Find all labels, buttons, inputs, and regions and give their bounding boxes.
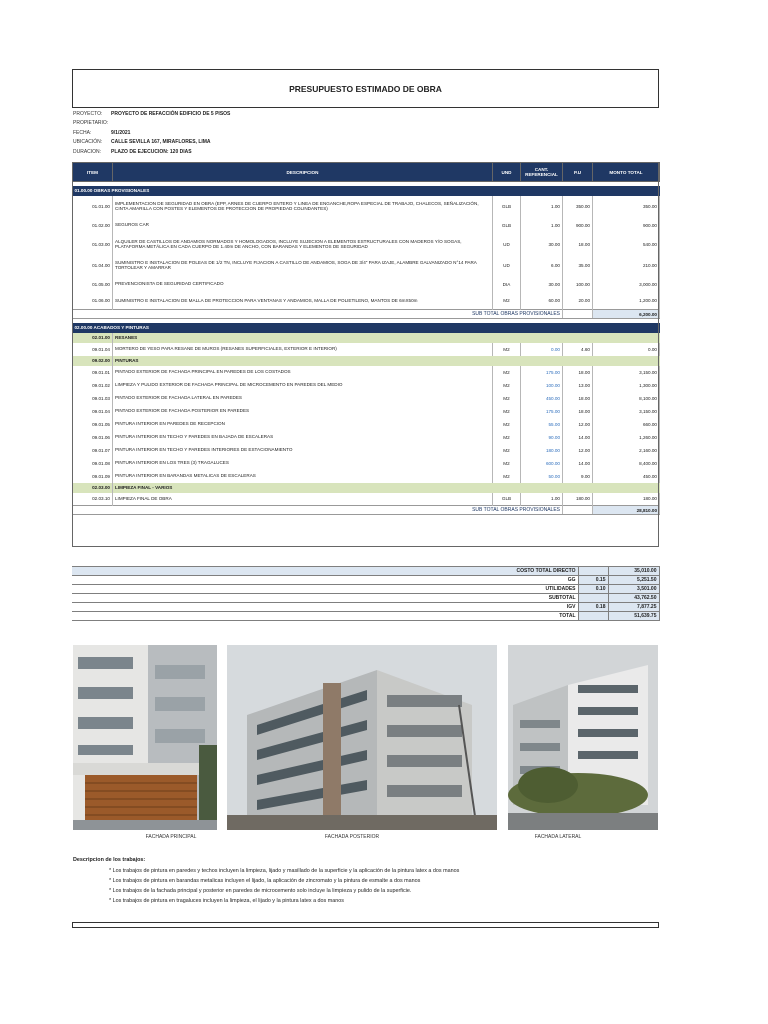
section-name: OBRAS PROVISIONALES bbox=[93, 188, 150, 193]
section-code: 01.00.00 bbox=[74, 188, 93, 193]
cell-total: 8,100.00 bbox=[593, 392, 660, 405]
meta-row-fecha bbox=[73, 128, 473, 138]
cell-total: 450.00 bbox=[593, 470, 660, 483]
cell-desc: SUMINISTRO E INSTALACION DE MALLA DE PROTECCION PARA VENTANAS Y ANDAMIOS, MALLA DE POLIETILENO, MANTOS DE 6mX50m bbox=[113, 293, 493, 310]
subsection-code: 02.01.00 bbox=[73, 333, 113, 343]
cell-und: M2 bbox=[493, 470, 521, 483]
cell-total: 350.00 bbox=[593, 196, 660, 217]
col-header-cant: CANT. REFERENCIAL bbox=[521, 163, 563, 182]
summary-label: SUBTOTAL bbox=[72, 594, 578, 603]
cell-total: 3,150.00 bbox=[593, 405, 660, 418]
cell-cant: 175.00 bbox=[521, 405, 563, 418]
subtotal-spacer bbox=[563, 310, 593, 319]
summary-row bbox=[72, 576, 659, 585]
cell-desc: PREVENCIONISTA DE SEGURIDAD CERTIFICADO bbox=[113, 276, 493, 293]
summary-row bbox=[72, 603, 659, 612]
table-row bbox=[73, 418, 660, 431]
cell-und: M2 bbox=[493, 343, 521, 356]
cell-desc: PINTURA INTERIOR EN LOS TRES (3) TRAGALUCES bbox=[113, 457, 493, 470]
table-row bbox=[73, 470, 660, 483]
section-name: ACABADOS Y PINTURAS bbox=[93, 325, 149, 330]
cell-cant: 50.00 bbox=[521, 470, 563, 483]
meta-value: 9/1/2021 bbox=[111, 129, 131, 136]
cell-desc: LIMPIEZA Y PULIDO EXTERIOR DE FACHADA PRINCIPAL DE MICROCEMENTO EN PAREDES DEL MEDIO bbox=[113, 379, 493, 392]
cell-desc: PINTADO EXTERIOR DE FACHADA LATERAL EN PAREDES bbox=[113, 392, 493, 405]
table-row bbox=[73, 392, 660, 405]
summary-label: UTILIDADES bbox=[72, 585, 578, 594]
title-text: PRESUPUESTO ESTIMADO DE OBRA bbox=[289, 83, 442, 94]
building-side-illustration bbox=[508, 645, 658, 830]
caption-fachada-principal: FACHADA PRINCIPAL bbox=[145, 834, 197, 840]
cell-pu: 20.00 bbox=[563, 293, 593, 310]
note-item: * Los trabajos de pintura en paredes y techos incluyen la limpieza, lijado y masillado de la superficie y la aplicación de la pintura latex a dos manos bbox=[109, 868, 460, 874]
table-row bbox=[73, 405, 660, 418]
cell-total: 210.00 bbox=[593, 255, 660, 276]
cell-code: 01.06.00 bbox=[73, 293, 113, 310]
table-row bbox=[73, 444, 660, 457]
cell-pu: 180.00 bbox=[563, 493, 593, 506]
summary-value: 35,010.00 bbox=[608, 567, 659, 576]
caption-fachada-posterior: FACHADA POSTERIOR bbox=[324, 834, 380, 840]
cell-pu: 100.00 bbox=[563, 276, 593, 293]
cell-pu: 12.00 bbox=[563, 444, 593, 457]
cell-pu: 18.00 bbox=[563, 366, 593, 379]
subtotal-spacer bbox=[563, 506, 593, 515]
meta-row-propietario bbox=[73, 119, 473, 129]
note-item: * Los trabajos de la fachada principal y posterior en paredes de microcemento solo incluye la limpieza y pulido de la superficie. bbox=[109, 888, 412, 894]
cell-cant: 1.00 bbox=[521, 196, 563, 217]
summary-label: TOTAL bbox=[72, 612, 578, 621]
cell-total: 1,300.00 bbox=[593, 379, 660, 392]
table-header-row bbox=[73, 163, 660, 182]
notes-title: Descripcion de los trabajos: bbox=[73, 857, 146, 863]
summary-label: IGV bbox=[72, 603, 578, 612]
section-row bbox=[73, 186, 660, 196]
cell-desc: PINTADO EXTERIOR DE FACHADA PRINCIPAL EN PAREDES DE LOS COSTADOS bbox=[113, 366, 493, 379]
cell-total: 180.00 bbox=[593, 493, 660, 506]
cell-code: 09.01.05 bbox=[73, 418, 113, 431]
cell-pu: 18.00 bbox=[563, 405, 593, 418]
cell-und: M2 bbox=[493, 457, 521, 470]
cell-cant: 90.00 bbox=[521, 431, 563, 444]
cell-und: M2 bbox=[493, 444, 521, 457]
project-metadata bbox=[73, 109, 473, 157]
table-row bbox=[73, 255, 660, 276]
cell-code: 09.01.03 bbox=[73, 392, 113, 405]
summary-row bbox=[72, 612, 659, 621]
cell-total: 900.00 bbox=[593, 217, 660, 234]
subsection-name: PINTURAS bbox=[113, 356, 660, 366]
summary-pct: 0.18 bbox=[578, 603, 608, 612]
summary-value: 51,639.75 bbox=[608, 612, 659, 621]
cell-pu: 13.00 bbox=[563, 379, 593, 392]
cell-cant: 6.00 bbox=[521, 255, 563, 276]
cell-cant: 30.00 bbox=[521, 234, 563, 255]
section-row bbox=[73, 323, 660, 333]
summary-table bbox=[72, 566, 660, 621]
meta-value: PROYECTO DE REFACCIÓN EDIFICIO DE 5 PISOS bbox=[111, 110, 231, 117]
meta-label: DURACION: bbox=[73, 148, 102, 155]
cell-pu: 9.00 bbox=[563, 470, 593, 483]
document-title bbox=[72, 69, 659, 108]
cell-desc: PINTURA INTERIOR EN BARANDAS METALICAS DE ESCALERAS bbox=[113, 470, 493, 483]
table-row bbox=[73, 457, 660, 470]
cell-desc: MORTERO DE YESO PARA RESANE DE MUROS (RESANES SUPERFICIALES, EXTERIOR E INTERIOR) bbox=[113, 343, 493, 356]
cell-und: GLB bbox=[493, 217, 521, 234]
meta-row-duracion bbox=[73, 147, 473, 157]
subsection-row bbox=[73, 483, 660, 493]
summary-pct bbox=[578, 612, 608, 621]
cell-und: M2 bbox=[493, 392, 521, 405]
table-row bbox=[73, 293, 660, 310]
summary-value: 7,877.25 bbox=[608, 603, 659, 612]
cell-code: 01.01.00 bbox=[73, 196, 113, 217]
cell-code: 01.02.00 bbox=[73, 217, 113, 234]
cell-desc: PINTURA INTERIOR EN TECHO Y PAREDES EN BAJADA DE ESCALERAS bbox=[113, 431, 493, 444]
cell-cant: 1.00 bbox=[521, 217, 563, 234]
subtotal-row bbox=[73, 310, 660, 319]
cell-und: M2 bbox=[493, 431, 521, 444]
cell-total: 0.00 bbox=[593, 343, 660, 356]
cell-total: 3,000.00 bbox=[593, 276, 660, 293]
caption-fachada-lateral: FACHADA LATERAL bbox=[534, 834, 582, 840]
meta-label: PROPIETARIO: bbox=[73, 120, 109, 127]
section-code: 02.00.00 bbox=[74, 325, 93, 330]
table-row bbox=[73, 217, 660, 234]
cell-desc: PINTADO EXTERIOR DE FACHADA POSTERIOR EN PAREDES bbox=[113, 405, 493, 418]
subsection-code: 02.03.00 bbox=[73, 483, 113, 493]
cell-desc: LIMPIEZA FINAL DE OBRA bbox=[113, 493, 493, 506]
cell-cant: 450.00 bbox=[521, 392, 563, 405]
cell-cant: 55.00 bbox=[521, 418, 563, 431]
meta-row-proyecto bbox=[73, 109, 473, 119]
cell-total: 2,160.00 bbox=[593, 444, 660, 457]
summary-label: GG bbox=[72, 576, 578, 585]
subtotal-value: 6,200.00 bbox=[593, 310, 660, 319]
subsection-row bbox=[73, 356, 660, 366]
cell-und: M2 bbox=[493, 405, 521, 418]
col-header-item: ITEM bbox=[73, 163, 113, 182]
summary-value: 3,501.00 bbox=[608, 585, 659, 594]
summary-pct bbox=[578, 567, 608, 576]
cell-pu: 12.00 bbox=[563, 418, 593, 431]
table-row bbox=[73, 276, 660, 293]
cell-und: M2 bbox=[493, 293, 521, 310]
meta-label: UBICACIÓN: bbox=[73, 139, 103, 146]
summary-value: 5,251.50 bbox=[608, 576, 659, 585]
table-row bbox=[73, 343, 660, 356]
cell-code: 09.01.04 bbox=[73, 405, 113, 418]
table-row bbox=[73, 493, 660, 506]
subtotal-value: 28,810.00 bbox=[593, 506, 660, 515]
cell-total: 660.00 bbox=[593, 418, 660, 431]
cell-total: 540.00 bbox=[593, 234, 660, 255]
cell-code: 09.01.07 bbox=[73, 444, 113, 457]
cell-pu: 350.00 bbox=[563, 196, 593, 217]
cell-und: GLB bbox=[493, 196, 521, 217]
summary-value: 43,762.50 bbox=[608, 594, 659, 603]
cell-cant: 600.00 bbox=[521, 457, 563, 470]
cell-cant: 175.00 bbox=[521, 366, 563, 379]
cell-code: 01.05.00 bbox=[73, 276, 113, 293]
cell-pu: 4.60 bbox=[563, 343, 593, 356]
meta-label: PROYECTO: bbox=[73, 110, 103, 117]
cell-desc: SEGUROS CAR bbox=[113, 217, 493, 234]
col-header-und: UND bbox=[493, 163, 521, 182]
photo-fachada-lateral bbox=[508, 645, 658, 830]
cell-pu: 14.00 bbox=[563, 457, 593, 470]
cell-total: 3,150.00 bbox=[593, 366, 660, 379]
cell-und: DIA bbox=[493, 276, 521, 293]
table-row bbox=[73, 196, 660, 217]
summary-pct: 0.10 bbox=[578, 585, 608, 594]
cell-cant: 30.00 bbox=[521, 276, 563, 293]
summary-row bbox=[72, 594, 659, 603]
cell-pu: 900.00 bbox=[563, 217, 593, 234]
work-notes bbox=[73, 857, 663, 906]
subsection-name: LIMPIEZA FINAL - VARIOS bbox=[113, 483, 660, 493]
summary-pct: 0.15 bbox=[578, 576, 608, 585]
cell-cant: 1.00 bbox=[521, 493, 563, 506]
table-row bbox=[73, 234, 660, 255]
note-item: * Los trabajos de pintura en barandas metalicas incluyen el lijado, la aplicación de zincromato y la pintura de esmalte a dos manos bbox=[109, 878, 421, 884]
meta-label: FECHA: bbox=[73, 129, 92, 136]
table-row bbox=[73, 366, 660, 379]
cell-desc: SUMINISTRO E INSTALACION DE POLEAS DE 1/2 TN, INCLUYE FIJACION A CASTILLO DE ANDAMIOS, SOGA DE 3/4" PARA IZAJE, ALAMBRE GALVANIZADO N°14 PARA TORTOLEAR Y AMARRAR bbox=[113, 255, 493, 276]
footer-bar bbox=[72, 922, 659, 928]
table-row bbox=[73, 379, 660, 392]
cell-code: 01.04.00 bbox=[73, 255, 113, 276]
cell-und: M2 bbox=[493, 379, 521, 392]
cell-und: M2 bbox=[493, 418, 521, 431]
summary-label: COSTO TOTAL DIRECTO bbox=[72, 567, 578, 576]
cell-desc: ALQUILER DE CASTILLOS DE ANDAMIOS NORMADOS Y HOMOLOGADOS, INCLUYE SUJECION A ELEMENTOS ESTRUCTURALES CON MADEROS Y/O SOGAS, PLATAFORMA METÁLICA EN CADA CUERPO DE 1.40m DE ANCHO, CON BARANDAS Y ELEMENTOS DE SEGURIDAD bbox=[113, 234, 493, 255]
summary-row bbox=[72, 585, 659, 594]
cell-pu: 18.00 bbox=[563, 234, 593, 255]
table-row bbox=[73, 431, 660, 444]
cell-pu: 18.00 bbox=[563, 392, 593, 405]
cell-desc: IMPLEMENTACION DE SEGURIDAD EN OBRA (EPP, ARNES DE CUERPO ENTERO Y LINEA DE ENGANCHE,ROPA ESPECIAL DE TRABAJO, CHALECOS, SEÑALIZACIÓN, CINTA AMARILLA CON POSTES Y ELEMENTOS DE PROTECCION DE PROPIEDAD COLINDANTES) bbox=[113, 196, 493, 217]
subtotal-label: SUB TOTAL OBRAS PROVISIONALES bbox=[73, 506, 563, 515]
subsection-code: 09.02.00 bbox=[73, 356, 113, 366]
cell-code: 09.01.04 bbox=[73, 343, 113, 356]
cell-und: GLB bbox=[493, 493, 521, 506]
col-header-desc: DESCRIPCION bbox=[113, 163, 493, 182]
subtotal-label: SUB TOTAL OBRAS PROVISIONALES bbox=[73, 310, 563, 319]
cell-und: UD bbox=[493, 255, 521, 276]
cell-und: UD bbox=[493, 234, 521, 255]
cell-code: 09.01.01 bbox=[73, 366, 113, 379]
note-item: * Los trabajos de pintura en tragaluces incluyen la limpieza, el lijado y la pintura latex a dos manos bbox=[109, 898, 344, 904]
cell-pu: 35.00 bbox=[563, 255, 593, 276]
cell-code: 09.01.02 bbox=[73, 379, 113, 392]
cell-total: 1,200.00 bbox=[593, 293, 660, 310]
cell-pu: 14.00 bbox=[563, 431, 593, 444]
cell-total: 1,260.00 bbox=[593, 431, 660, 444]
summary-row bbox=[72, 567, 659, 576]
meta-row-ubicacion bbox=[73, 138, 473, 148]
meta-value: CALLE SEVILLA 167, MIRAFLORES, LIMA bbox=[111, 139, 211, 146]
subsection-row bbox=[73, 333, 660, 343]
meta-value: PLAZO DE EJECUCION: 120 DIAS bbox=[111, 148, 192, 155]
cell-desc: PINTURA INTERIOR EN PAREDES DE RECEPCION bbox=[113, 418, 493, 431]
summary-pct bbox=[578, 594, 608, 603]
photo-fachada-posterior bbox=[227, 645, 497, 830]
cell-code: 09.01.06 bbox=[73, 431, 113, 444]
subtotal-row bbox=[73, 506, 660, 515]
cell-total: 8,400.00 bbox=[593, 457, 660, 470]
col-header-pu: P.U bbox=[563, 163, 593, 182]
cell-und: M2 bbox=[493, 366, 521, 379]
col-header-total: MONTO TOTAL bbox=[593, 163, 660, 182]
budget-table bbox=[72, 162, 660, 515]
cell-code: 09.01.08 bbox=[73, 457, 113, 470]
cell-cant: 180.00 bbox=[521, 444, 563, 457]
cell-cant: 0.00 bbox=[521, 343, 563, 356]
cell-code: 09.01.09 bbox=[73, 470, 113, 483]
photo-fachada-principal bbox=[73, 645, 217, 830]
building-front-illustration bbox=[73, 645, 217, 830]
building-rear-illustration bbox=[227, 645, 497, 830]
cell-cant: 100.00 bbox=[521, 379, 563, 392]
cell-code: 01.03.00 bbox=[73, 234, 113, 255]
cell-code: 02.03.10 bbox=[73, 493, 113, 506]
cell-cant: 60.00 bbox=[521, 293, 563, 310]
subsection-name: RESANES bbox=[113, 333, 660, 343]
cell-desc: PINTURA INTERIOR EN TECHO Y PAREDES INTERIORES DE ESTACIONAMIENTO bbox=[113, 444, 493, 457]
